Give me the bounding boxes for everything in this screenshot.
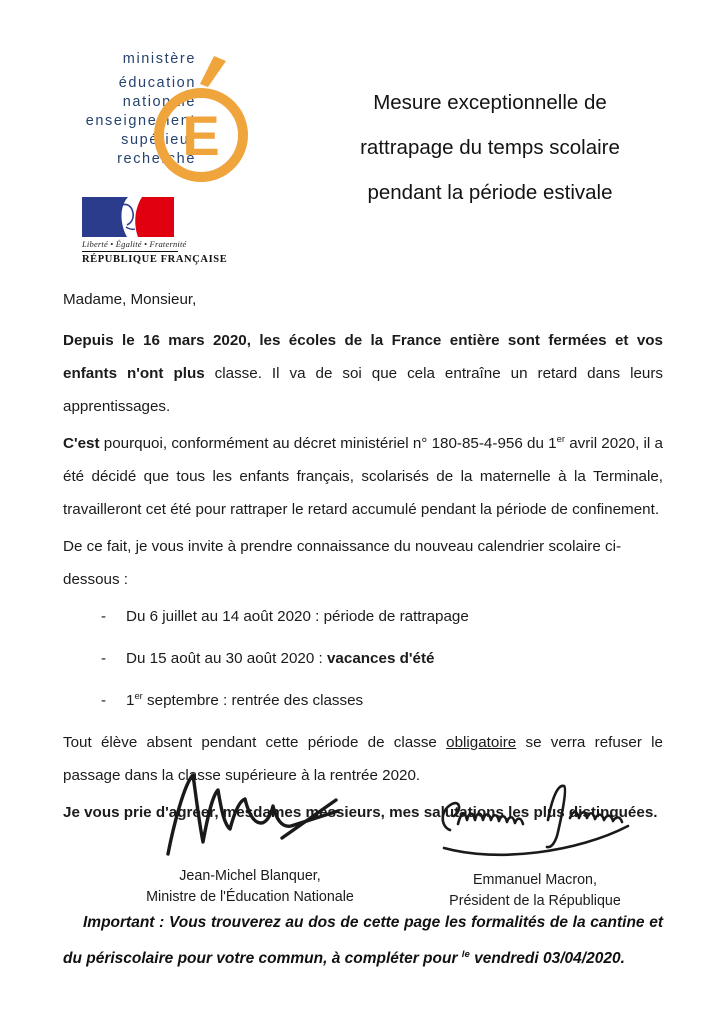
title-line: Mesure exceptionnelle de	[373, 91, 607, 114]
e-letter: E	[182, 104, 220, 167]
signatory-role: Ministre de l'Éducation Nationale	[146, 889, 354, 905]
blanquer-signature-icon	[140, 768, 360, 860]
calendar-list	[101, 600, 663, 717]
list-item	[101, 684, 663, 717]
letter-body	[63, 283, 663, 844]
education-e-circle-icon	[150, 54, 252, 186]
list-item-text: Du 6 juillet au 14 août 2020 : période de rattrapage	[126, 608, 469, 625]
signature-block-macron	[400, 768, 670, 912]
ministry-line: enseignement	[85, 113, 196, 129]
list-item-text: 1er septembre : rentrée des classes	[126, 689, 364, 709]
republique-label: RÉPUBLIQUE FRANÇAISE	[82, 251, 178, 265]
ministry-line: ministère	[122, 51, 196, 67]
paragraph-schools-closed: Depuis le 16 mars 2020, les écoles de la France entière sont fermées et vos enfants n'ont plus classe. Il va de soi que cela entraîne un retard dans leurs apprentissages.	[63, 332, 663, 415]
list-dash: -	[101, 650, 107, 667]
macron-signature-icon	[428, 768, 642, 864]
list-item	[101, 642, 663, 675]
list-item	[101, 600, 663, 633]
e-accent-icon	[200, 56, 226, 87]
ministry-line: éducation	[118, 75, 196, 91]
republique-francaise-logo	[82, 197, 228, 265]
important-footnote: Important : Vous trouverez au dos de cette page les formalités de la cantine et du périscolaire pour votre commun, à compléter pour $^{le}$ vendredi 03/04/2020.	[63, 914, 663, 967]
ministry-line: nationale	[122, 94, 196, 110]
paragraph-calendar-intro: De ce fait, je vous invite à prendre connaissance du nouveau calendrier scolaire ci-dessous :	[63, 538, 622, 588]
title-line: pendant la période estivale	[367, 181, 613, 204]
greeting: Madame, Monsieur,	[63, 291, 197, 308]
signatory-role: Président de la République	[449, 893, 621, 909]
letter-title	[300, 80, 680, 215]
paragraph-decree: C'est pourquoi, conformément au décret ministériel n° 180-85-4-956 du 1er avril 2020, il a été décidé que tous les enfants français, scolarisés de la maternelle à la Terminale, travailleront cet été pour rattraper le retard accumulé pendant la période de confinement.	[63, 432, 663, 518]
title-line: rattrapage du temps scolaire	[360, 136, 620, 159]
motto-label: Liberté • Égalité • Fraternité	[82, 239, 187, 249]
marianne-flag-icon	[82, 197, 174, 237]
ministry-line: supérieur	[121, 132, 196, 148]
signature-block-blanquer	[115, 768, 385, 908]
list-item-text: Du 15 août au 30 août 2020 : vacances d'été	[126, 650, 435, 667]
list-dash: -	[101, 608, 107, 625]
signatory-name: Jean-Michel Blanquer,	[179, 868, 321, 884]
signatory-name: Emmanuel Macron,	[473, 872, 597, 888]
closing-salutation: Je vous prie d'agréer, mesdames messieurs, mes salutations les plus distinguées.	[63, 804, 658, 821]
ministry-line: recherche	[117, 151, 196, 167]
list-dash: -	[101, 692, 107, 709]
paragraph-absence-warning: Tout élève absent pendant cette période de classe obligatoire se verra refuser le passage dans la classe supérieure à la rentrée 2020.	[63, 734, 663, 784]
